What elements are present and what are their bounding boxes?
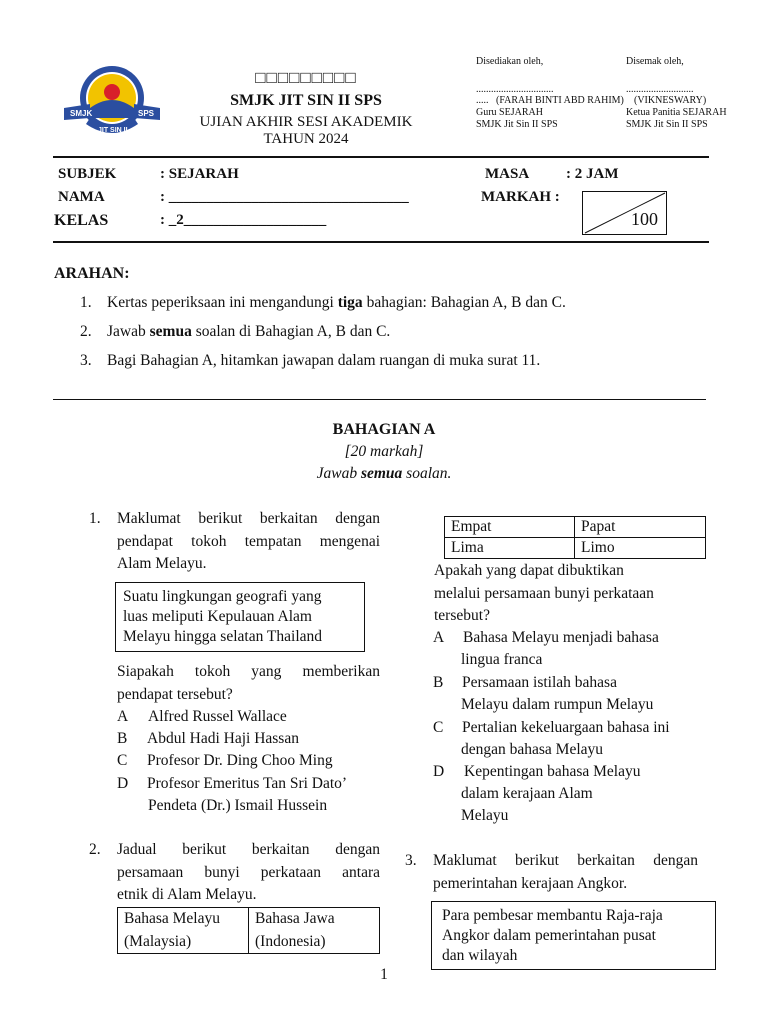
- q1-number: 1.: [89, 510, 101, 527]
- exam-year: TAHUN 2024: [263, 131, 349, 147]
- q3-stem: Maklumat berikut berkaitan dengan pemerintahan kerajaan Angkor.: [433, 852, 698, 892]
- q2-head-cell: Bahasa Melayu (Malaysia): [118, 908, 249, 954]
- exam-name: UJIAN AKHIR SESI AKADEMIK: [199, 114, 413, 130]
- masa-value: : 2 JAM: [566, 166, 619, 182]
- q2-table-rows: [444, 516, 706, 559]
- q2-number: 2.: [89, 841, 101, 858]
- logo-right-text: SPS: [138, 109, 155, 118]
- q2-question: Apakah yang dapat dibuktikan melalui persamaan bunyi perkataan tersebut?: [434, 562, 654, 624]
- table-row: Empat Papat: [445, 517, 706, 538]
- kelas-field[interactable]: : _2___________________: [160, 212, 327, 228]
- arahan-num: 2.: [80, 323, 92, 340]
- markah-box[interactable]: [582, 191, 667, 235]
- prepared-role: Guru SEJARAH: [476, 107, 543, 118]
- subjek-label: SUBJEK: [58, 166, 117, 182]
- arahan-num: 3.: [80, 352, 92, 369]
- markah-label: MARKAH :: [481, 189, 560, 205]
- school-logo: [60, 62, 164, 142]
- nama-label: NAMA: [58, 189, 105, 205]
- subjek-value: : SEJARAH: [160, 166, 239, 182]
- checked-label: Disemak oleh,: [626, 56, 684, 67]
- q1-question: Siapakah tokoh yang memberikan pendapat tersebut?: [117, 663, 380, 703]
- section-marks: [20 markah]: [344, 443, 424, 460]
- q1-info-box: Suatu lingkungan geografi yang luas meliputi Kepulauan Alam Melayu hingga selatan Thailand: [115, 582, 365, 652]
- header-rule-bottom: [53, 241, 709, 243]
- prepared-dots-2: .....: [476, 95, 489, 106]
- prepared-dots: ...............................: [476, 84, 554, 95]
- school-name: SMJK JIT SIN II SPS: [230, 92, 382, 109]
- prepared-name: (FARAH BINTI ABD RAHIM): [496, 95, 624, 106]
- prepared-label: Disediakan oleh,: [476, 56, 544, 67]
- arahan-title: ARAHAN:: [54, 265, 130, 282]
- school-chinese-name: □□□□□□□□□: [255, 68, 357, 87]
- checked-school: SMJK Jit Sin II SPS: [626, 119, 708, 130]
- checked-role: Ketua Panitia SEJARAH: [626, 107, 727, 118]
- arahan-num: 1.: [80, 294, 92, 311]
- kelas-label: KELAS: [54, 212, 109, 229]
- checked-dots: ...........................: [626, 84, 694, 95]
- markah-total: 100: [631, 209, 658, 229]
- logo-left-text: SMJK: [70, 109, 93, 118]
- section-divider: [53, 399, 706, 400]
- arahan-item-3: 3. Bagi Bahagian A, hitamkan jawapan dalam ruangan di muka surat 11.: [80, 352, 541, 369]
- masa-label: MASA: [485, 166, 530, 182]
- section-instruction: Jawab semua soalan.: [316, 465, 452, 482]
- arahan-item-1: 1. Kertas peperiksaan ini mengandungi tiga bahagian: Bahagian A, B dan C.: [80, 294, 566, 311]
- checked-name: (VIKNESWARY): [634, 95, 707, 106]
- arahan-item-2: 2. Jawab semua soalan di Bahagian A, B dan C.: [80, 323, 391, 340]
- q2-head-cell: Bahasa Jawa (Indonesia): [249, 908, 380, 954]
- q3-info-box: Para pembesar membantu Raja-raja Angkor dalam pemerintahan pusat dan wilayah: [431, 901, 716, 970]
- q2-stem: Jadual berikut berkaitan dengan persamaan bunyi perkataan antara etnik di Alam Melayu.: [117, 841, 380, 903]
- q2-table-head: [117, 907, 380, 954]
- logo-bottom-text: JIT SIN II: [98, 127, 128, 134]
- q1-stem: Maklumat berikut berkaitan dengan pendapat tokoh tempatan mengenai Alam Melayu.: [117, 510, 380, 572]
- q3-number: 3.: [405, 852, 417, 869]
- nama-field[interactable]: : ________________________________: [160, 189, 409, 205]
- page-number: 1: [380, 966, 388, 983]
- table-row: Lima Limo: [445, 538, 706, 559]
- header-rule-top: [53, 156, 709, 158]
- prepared-school: SMJK Jit Sin II SPS: [476, 119, 558, 130]
- section-title: BAHAGIAN A: [332, 421, 436, 438]
